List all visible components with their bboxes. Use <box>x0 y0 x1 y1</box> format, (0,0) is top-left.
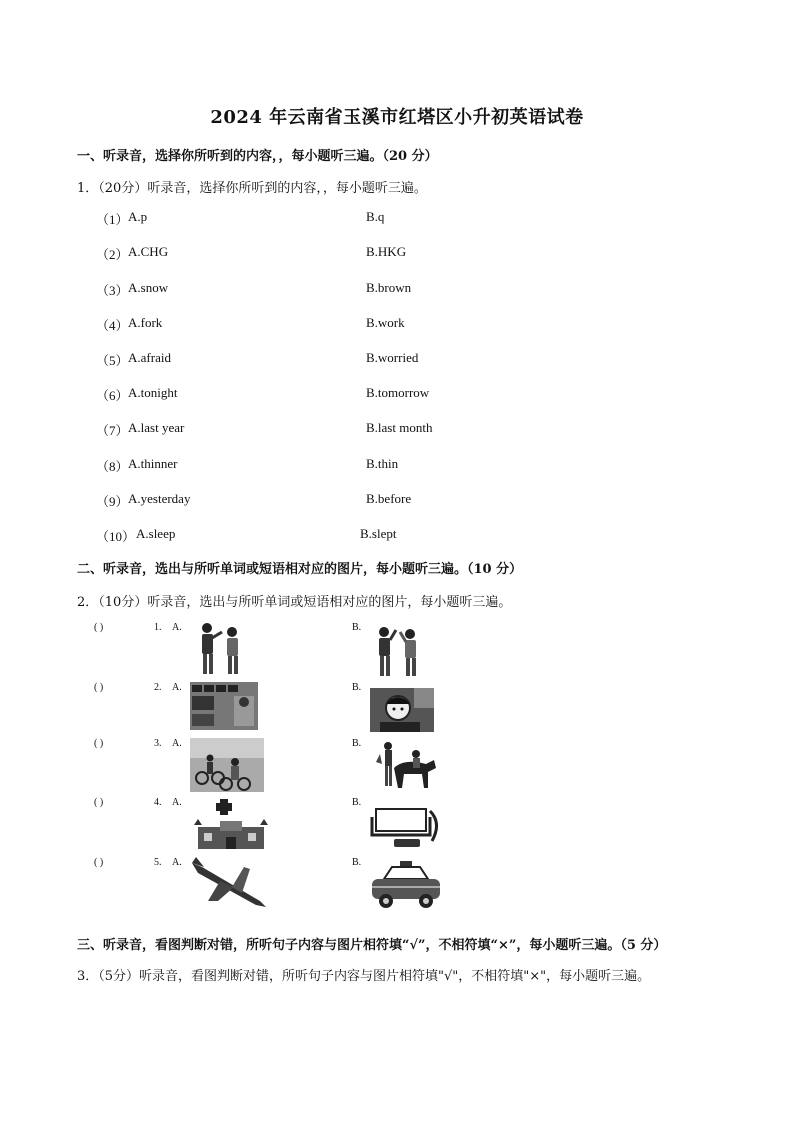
option-b-label: B. <box>352 738 362 749</box>
option-a-label: A. <box>172 857 182 868</box>
riding-bikes-picture <box>190 738 264 792</box>
answer-blank[interactable]: ( ) <box>94 857 104 868</box>
hospital-picture <box>190 797 270 853</box>
option-b: B.before <box>366 491 412 506</box>
list-item <box>96 526 696 546</box>
picture-item <box>94 682 594 742</box>
item-number: （10） <box>96 529 136 544</box>
option-a-label: A. <box>172 682 182 693</box>
picture-item <box>94 857 594 917</box>
item-number: （5） <box>96 353 129 368</box>
item-number: （4） <box>96 318 129 333</box>
option-b: B.HKG <box>366 244 407 259</box>
list-item <box>96 385 696 405</box>
option-b-label: B. <box>352 797 362 808</box>
taxi-picture <box>370 859 442 913</box>
picture-item <box>94 738 594 798</box>
option-b: B.worried <box>366 350 419 365</box>
answer-blank[interactable]: ( ) <box>94 797 104 808</box>
option-a: A.snow <box>128 280 169 295</box>
option-b-label: B. <box>352 682 362 693</box>
list-item <box>96 209 696 229</box>
page-title: 2024 年云南省玉溪市红塔区小升初英语试卷 <box>210 107 584 128</box>
plane-picture <box>190 857 270 913</box>
option-b-label: B. <box>352 622 362 633</box>
item-number: （9） <box>96 494 129 509</box>
question2-text: 2．（10分）听录音，选出与所听单词或短语相对应的图片，每小题听三遍。 <box>77 595 512 610</box>
list-item <box>96 456 696 476</box>
option-a: A.sleep <box>136 526 176 541</box>
item-number: （2） <box>96 247 129 262</box>
option-b: B.brown <box>366 280 412 295</box>
option-a: A.CHG <box>128 244 169 259</box>
section2-heading: 二、听录音，选出与所听单词或短语相对应的图片，每小题听三遍。（10 分） <box>77 562 523 577</box>
answer-blank[interactable]: ( ) <box>94 682 104 693</box>
section1-heading: 一、听录音，选择你所听到的内容，，每小题听三遍。（20 分） <box>77 149 438 164</box>
option-b: B.tomorrow <box>366 385 430 400</box>
question1-text: 1．（20分）听录音，选择你所听到的内容，，每小题听三遍。 <box>77 181 427 196</box>
option-a: A.last year <box>128 420 185 435</box>
item-number: 3. <box>154 738 162 749</box>
option-a: A.tonight <box>128 385 178 400</box>
list-item <box>96 244 696 264</box>
option-b: B.slept <box>360 526 397 541</box>
option-a-label: A. <box>172 797 182 808</box>
picture-item <box>94 622 594 682</box>
option-a: A.afraid <box>128 350 171 365</box>
people-waving-picture <box>370 624 430 680</box>
computer-room-picture <box>190 682 258 730</box>
item-number: 1. <box>154 622 162 633</box>
item-number: 4. <box>154 797 162 808</box>
option-b: B.q <box>366 209 385 224</box>
section3-heading: 三、听录音，看图判断对错，所听句子内容与图片相符填“√”，不相符填“×”，每小题听三遍。（5 分） <box>77 938 667 953</box>
item-number: （3） <box>96 283 129 298</box>
option-b: B.last month <box>366 420 433 435</box>
item-number: （7） <box>96 423 129 438</box>
list-item <box>96 491 696 511</box>
boy-at-computer-picture <box>370 684 434 732</box>
people-greeting-picture <box>190 622 250 678</box>
option-a: A.p <box>128 209 148 224</box>
list-item <box>96 420 696 440</box>
option-a: A.fork <box>128 315 163 330</box>
picture-item <box>94 797 594 857</box>
answer-blank[interactable]: ( ) <box>94 622 104 633</box>
telephone-picture <box>370 799 442 849</box>
option-a-label: A. <box>172 622 182 633</box>
option-b: B.work <box>366 315 405 330</box>
item-number: （1） <box>96 212 129 227</box>
option-b-label: B. <box>352 857 362 868</box>
option-a-label: A. <box>172 738 182 749</box>
item-number: 5. <box>154 857 162 868</box>
option-a: A.thinner <box>128 456 178 471</box>
question3-text: 3．（5分）听录音，看图判断对错，所听句子内容与图片相符填"√"，不相符填"×"，每小题听三遍。 <box>77 969 651 984</box>
list-item <box>96 315 696 335</box>
list-item <box>96 280 696 300</box>
item-number: 2. <box>154 682 162 693</box>
option-b: B.thin <box>366 456 399 471</box>
list-item <box>96 350 696 370</box>
option-a: A.yesterday <box>128 491 191 506</box>
item-number: （6） <box>96 388 129 403</box>
riding-horse-picture <box>370 740 442 790</box>
answer-blank[interactable]: ( ) <box>94 738 104 749</box>
item-number: （8） <box>96 459 129 474</box>
